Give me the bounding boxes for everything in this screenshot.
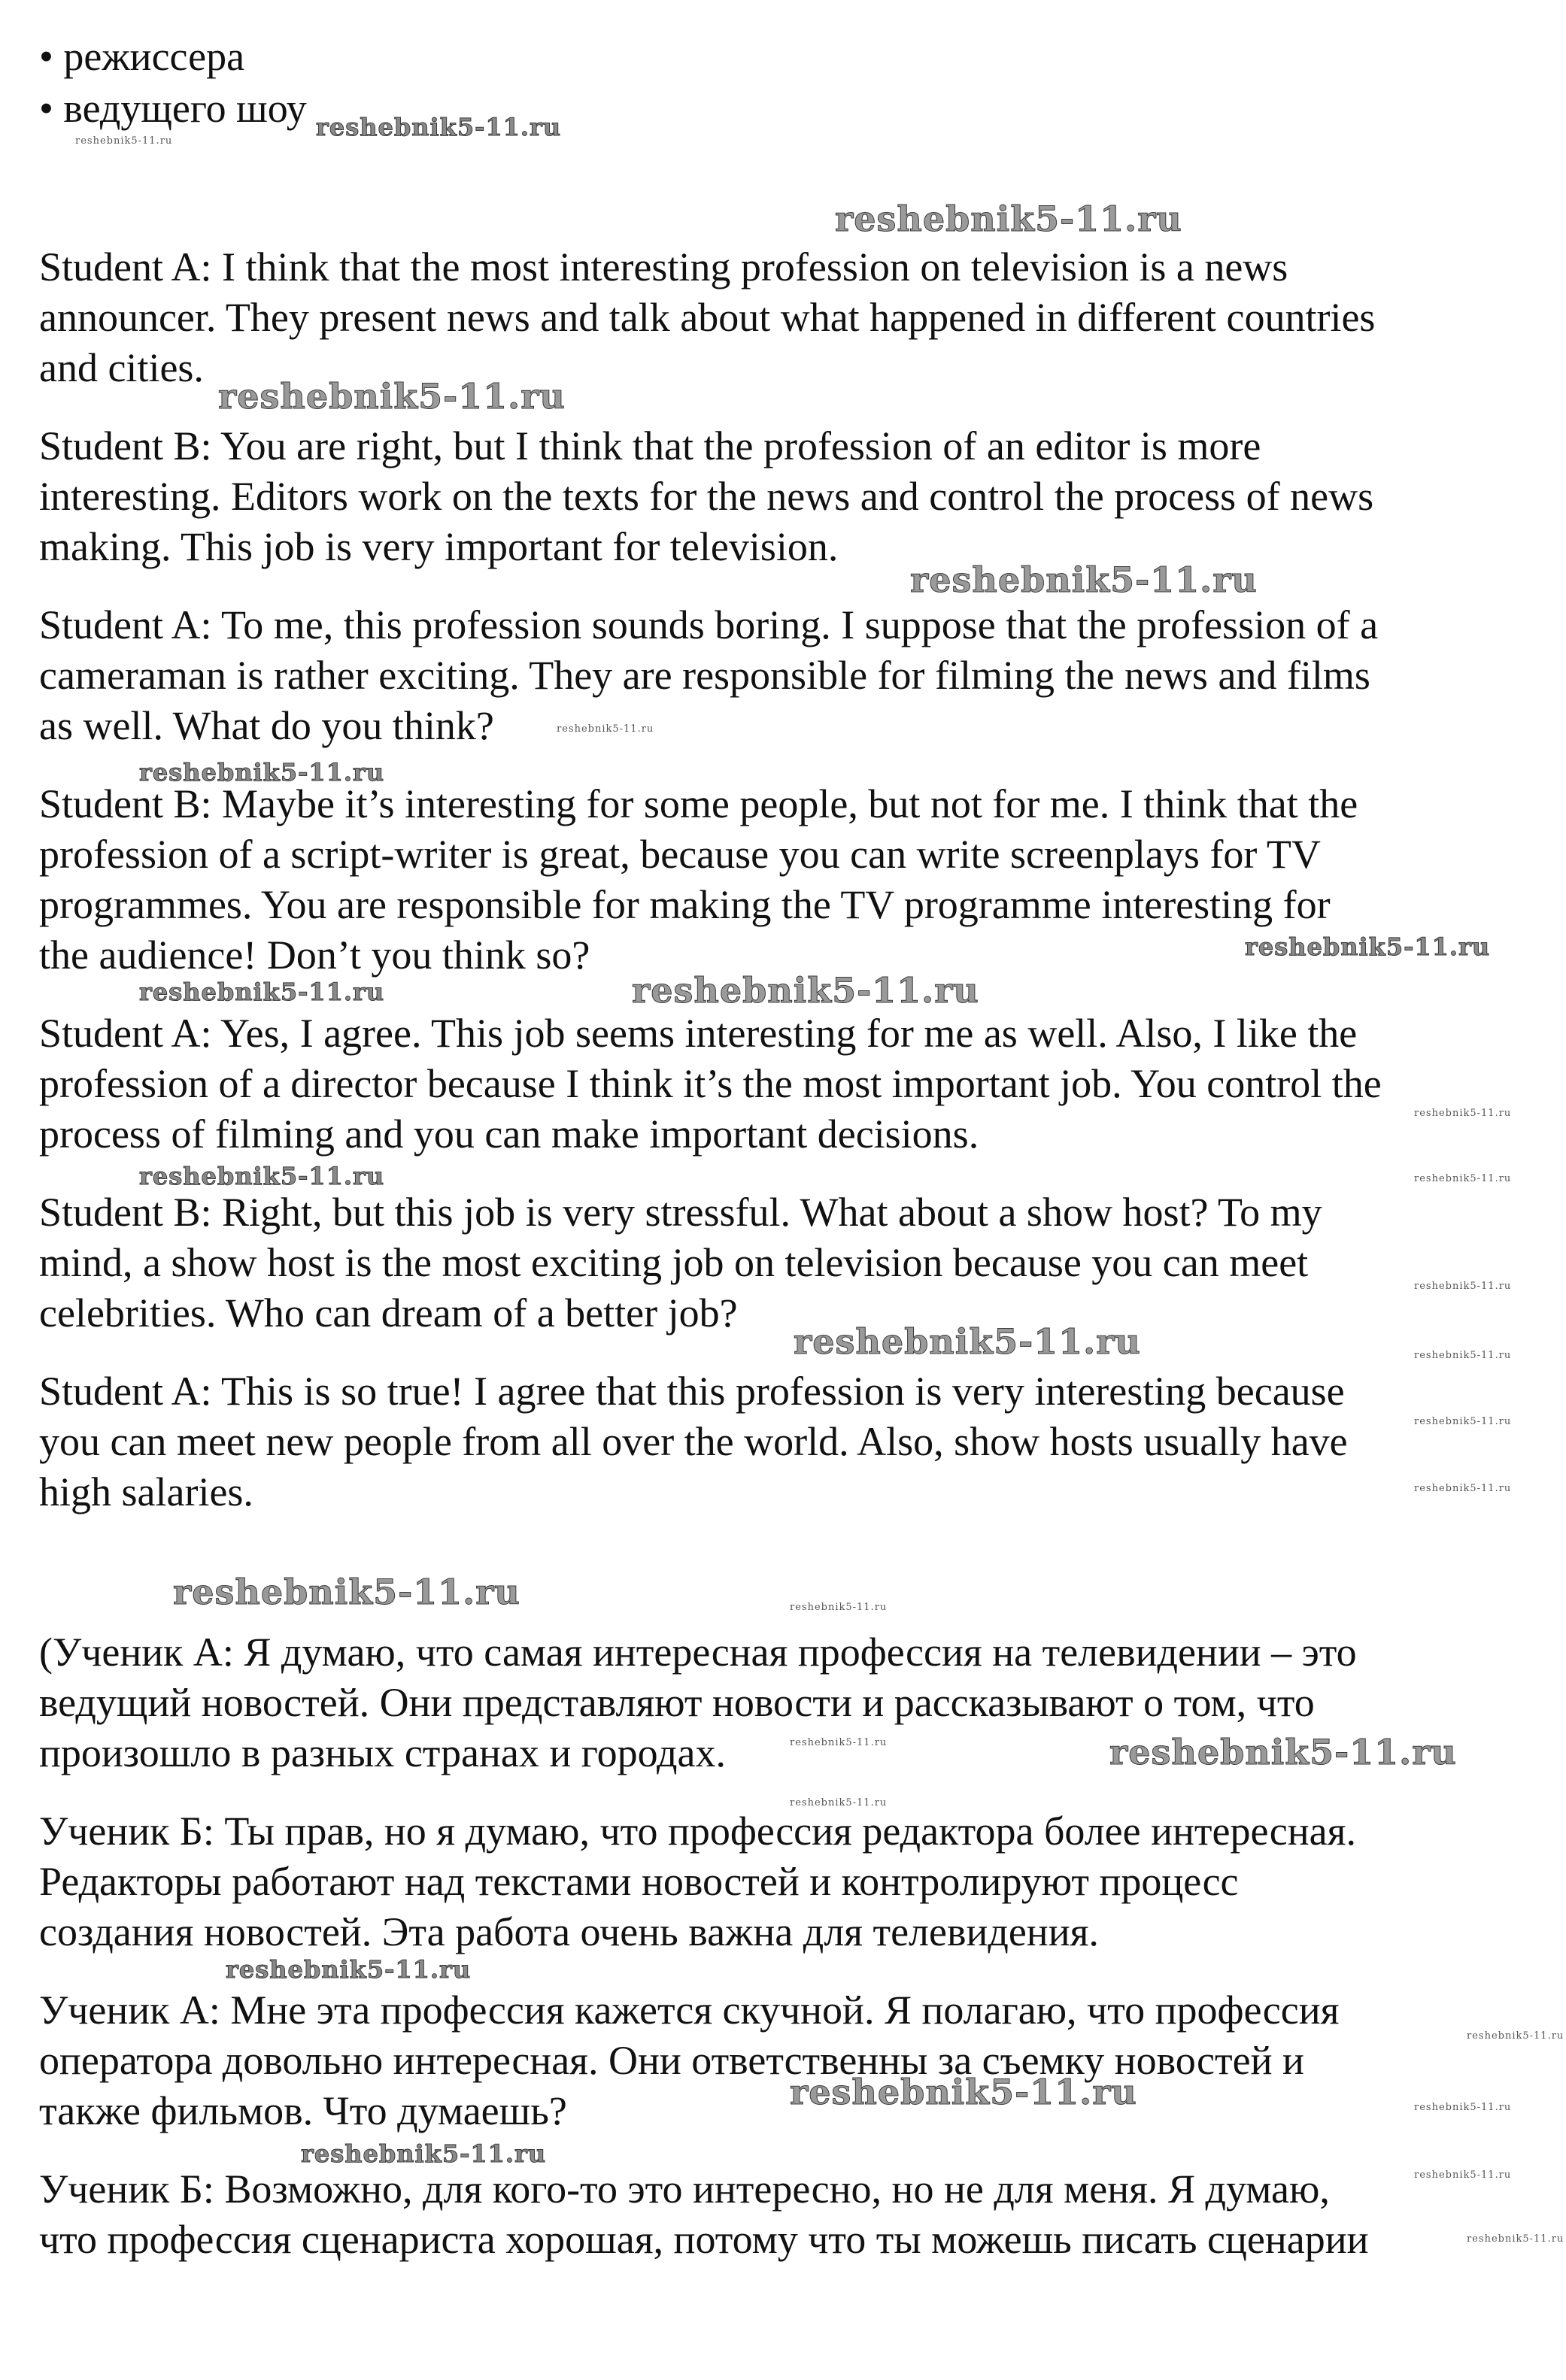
english-line: as well. What do you think? [39,703,494,748]
watermark: reshebnik5-11.ru [910,559,1258,600]
russian-line: произошло в разных странах и городах. [39,1730,726,1775]
english-line: process of filming and you can make important decisions. [39,1111,979,1157]
english-line: cameraman is rather exciting. They are responsible for filming the news and films [39,653,1370,698]
watermark: reshebnik5-11.ru [1245,932,1491,961]
watermark: reshebnik5-11.ru [790,2072,1137,2112]
english-line: the audience! Don’t you think so? [39,932,590,978]
english-line: Student A: This is so true! I agree that this profession is very interesting because [39,1369,1345,1414]
watermark: reshebnik5-11.ru [835,199,1182,239]
watermark: reshebnik5-11.ru [1467,2233,1564,2245]
watermark: reshebnik5-11.ru [794,1321,1141,1362]
english-line: making. This job is very important for television. [39,524,839,569]
watermark: reshebnik5-11.ru [790,1737,888,1748]
watermark: reshebnik5-11.ru [632,970,979,1011]
english-line: Student B: You are right, but I think that the profession of an editor is more [39,423,1261,468]
bullet-director: • режиссера [39,34,245,79]
watermark: reshebnik5-11.ru [1414,2169,1512,2181]
english-line: interesting. Editors work on the texts for the news and control the process of news [39,474,1374,519]
english-line: announcer. They present news and talk about what happened in different countries [39,295,1376,340]
russian-line: Редакторы работают над текстами новостей и контролируют процесс [39,1859,1239,1904]
watermark: reshebnik5-11.ru [557,723,654,735]
english-line: Student A: To me, this profession sounds boring. I suppose that the profession of a [39,602,1379,647]
watermark: reshebnik5-11.ru [1414,2102,1512,2113]
russian-line: ведущий новостей. Они представляют новости и рассказывают о том, что [39,1680,1315,1725]
english-line: mind, a show host is the most exciting job on television because you can meet [39,1240,1309,1285]
russian-line: оператора довольно интересная. Они ответственны за съемку новостей и [39,2038,1304,2083]
watermark: reshebnik5-11.ru [301,2139,547,2168]
russian-line: Ученик Б: Возможно, для кого-то это интересно, но не для меня. Я думаю, [39,2166,1330,2212]
english-line: celebrities. Who can dream of a better job? [39,1290,738,1336]
english-line: Student A: Yes, I agree. This job seems interesting for me as well. Also, I like the [39,1011,1358,1056]
russian-line: что профессия сценариста хорошая, потому что ты можешь писать сценарии [39,2217,1369,2262]
russian-line: также фильмов. Что думаешь? [39,2088,567,2133]
english-line: programmes. You are responsible for making the TV programme interesting for [39,882,1331,927]
russian-line: Ученик Б: Ты прав, но я думаю, что профессия редактора более интересная. [39,1808,1356,1854]
english-line: Student B: Maybe it’s interesting for some people, but not for me. I think that the [39,781,1358,826]
english-line: profession of a director because I think it’s the most important job. You control the [39,1061,1382,1106]
english-line: Student B: Right, but this job is very stressful. What about a show host? To my [39,1190,1322,1235]
watermark: reshebnik5-11.ru [790,1602,888,1613]
russian-line: создания новостей. Эта работа очень важна для телевидения. [39,1909,1099,1954]
bullet-show-host: • ведущего шоу [39,86,307,131]
watermark: reshebnik5-11.ru [218,376,566,417]
watermark: reshebnik5-11.ru [316,113,562,141]
watermark: reshebnik5-11.ru [790,1797,888,1808]
english-line: Student A: I think that the most interesting profession on television is a news [39,244,1288,290]
watermark: reshebnik5-11.ru [139,758,385,787]
watermark: reshebnik5-11.ru [1467,2030,1564,2042]
watermark: reshebnik5-11.ru [1414,1281,1512,1292]
watermark: reshebnik5-11.ru [75,135,173,147]
watermark: reshebnik5-11.ru [1109,1732,1457,1772]
watermark: reshebnik5-11.ru [1414,1416,1512,1427]
watermark: reshebnik5-11.ru [1414,1173,1512,1184]
english-line: and cities. [39,345,204,390]
watermark: reshebnik5-11.ru [139,978,385,1006]
english-line: high salaries. [39,1469,253,1514]
watermark: reshebnik5-11.ru [1414,1483,1512,1494]
watermark: reshebnik5-11.ru [173,1572,520,1612]
russian-line: (Ученик А: Я думаю, что самая интересная профессия на телевидении – это [39,1630,1357,1675]
watermark: reshebnik5-11.ru [139,1162,385,1190]
english-line: profession of a script-writer is great, because you can write screenplays for TV [39,832,1321,877]
english-line: you can meet new people from all over the world. Also, show hosts usually have [39,1419,1348,1464]
watermark: reshebnik5-11.ru [1414,1108,1512,1119]
watermark: reshebnik5-11.ru [1414,1350,1512,1361]
watermark: reshebnik5-11.ru [226,1955,472,1984]
russian-line: Ученик А: Мне эта профессия кажется скучной. Я полагаю, что профессия [39,1987,1340,2033]
